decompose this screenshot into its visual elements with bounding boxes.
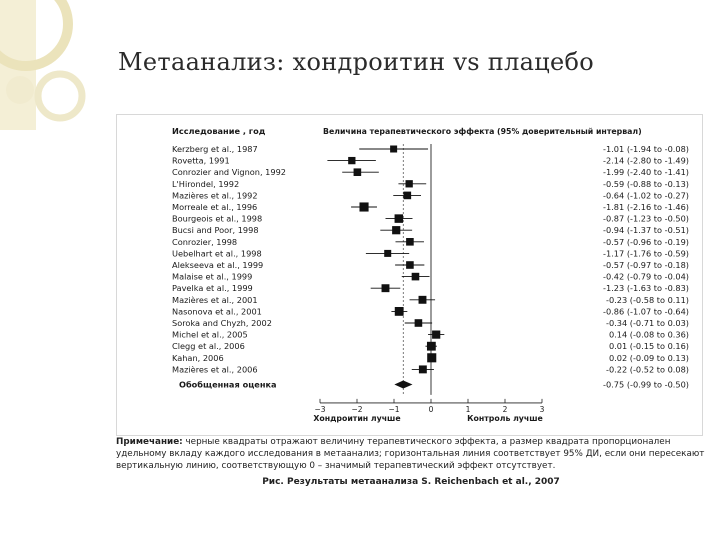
study-effect-marker: [354, 168, 362, 176]
study-ci-value: -0.57 (-0.97 to -0.18): [603, 260, 689, 270]
study-label: Kahan, 2006: [172, 352, 224, 363]
study-effect-marker: [359, 202, 368, 211]
study-label: Malaise et al., 1999: [172, 271, 253, 282]
study-effect-marker: [384, 250, 391, 257]
forest-plot: [117, 115, 702, 435]
study-ci-value: -1.81 (-2.16 to -1.46): [603, 202, 689, 212]
pooled-ci-value: -0.75 (-0.99 to -0.50): [603, 379, 689, 390]
study-ci-value: -0.86 (-1.07 to -0.64): [603, 306, 689, 317]
study-ci-value: 0.02 (-0.09 to 0.13): [608, 352, 689, 363]
study-effect-marker: [412, 273, 420, 281]
header-effect: Величина терапевтического эффекта (95% доверительный интервал): [323, 127, 642, 136]
study-ci-value: -1.01 (-1.94 to -0.08): [603, 144, 689, 154]
study-ci-value: -0.22 (-0.52 to 0.08): [605, 364, 689, 375]
study-effect-marker: [395, 307, 404, 316]
decorative-circles-icon: [0, 0, 130, 130]
study-label: Soroka and Chyzh, 2002: [172, 318, 272, 328]
note-label: Примечание:: [116, 437, 183, 447]
figure-caption: Рис. Результаты метаанализа S. Reichenbach et al., 2007: [262, 477, 560, 487]
study-effect-marker: [348, 157, 355, 164]
study-effect-marker: [419, 296, 427, 304]
study-effect-marker: [382, 284, 390, 292]
x-tick-label: 2: [502, 404, 508, 414]
study-label: Alekseeva et al., 1999: [172, 260, 264, 270]
study-label: Mazières et al., 2001: [172, 294, 258, 305]
study-label: Kerzberg et al., 1987: [172, 144, 258, 154]
study-label: Uebelhart et al., 1998: [172, 248, 262, 259]
study-ci-value: -1.23 (-1.63 to -0.83): [603, 283, 689, 294]
study-ci-value: -1.99 (-2.40 to -1.41): [603, 167, 689, 178]
study-ci-value: -1.17 (-1.76 to -0.59): [603, 248, 689, 259]
x-tick-label: 1: [465, 404, 471, 414]
study-effect-marker: [390, 146, 397, 153]
study-ci-value: -2.14 (-2.80 to -1.49): [603, 155, 689, 166]
study-effect-marker: [427, 353, 436, 362]
study-effect-marker: [432, 331, 440, 339]
x-tick-label: −2: [351, 404, 363, 414]
figure-note: [116, 436, 706, 472]
study-label: Rovetta, 1991: [172, 155, 230, 166]
note-text: черные квадраты отражают величину терапевтического эффекта, а размер квадрата пропорционален удельному вкладу каждого исследования в метаанализ; горизонтальная линия соответствует 95% ДИ, если они пересекают вертикальную линию, соответствующую 0 – значимый терапевтический эффект отсутствует.: [116, 437, 705, 471]
study-effect-marker: [406, 180, 413, 187]
study-ci-value: -0.64 (-1.02 to -0.27): [603, 190, 689, 201]
study-label: Bucsi and Poor, 1998: [172, 225, 259, 236]
study-effect-marker: [404, 192, 412, 200]
study-effect-marker: [419, 365, 427, 373]
pooled-label: Обобщенная оценка: [179, 379, 277, 390]
pooled-diamond: [394, 380, 412, 388]
x-label-right: Контроль лучше: [467, 413, 543, 423]
study-effect-marker: [415, 319, 423, 327]
study-label: Conrozier and Vignon, 1992: [172, 167, 287, 178]
study-ci-value: -0.34 (-0.71 to 0.03): [605, 318, 689, 328]
study-ci-value: -0.23 (-0.58 to 0.11): [605, 294, 689, 305]
study-label: Michel et al., 2005: [172, 329, 248, 340]
study-ci-value: -0.87 (-1.23 to -0.50): [603, 213, 689, 224]
study-label: Morreale et al., 1996: [172, 202, 258, 212]
study-label: Mazières et al., 2006: [172, 364, 258, 375]
study-label: Mazières et al., 1992: [172, 190, 258, 201]
study-label: Pavelka et al., 1999: [172, 283, 253, 294]
x-tick-label: 0: [428, 404, 434, 414]
study-label: Clegg et al., 2006: [172, 341, 245, 352]
study-ci-value: 0.14 (-0.08 to 0.36): [608, 329, 689, 340]
study-effect-marker: [406, 261, 414, 269]
study-effect-marker: [427, 342, 436, 351]
study-ci-value: -0.42 (-0.79 to -0.04): [603, 271, 689, 282]
x-label-left: Хондроитин лучше: [313, 413, 401, 423]
x-tick-label: 3: [539, 404, 545, 414]
x-tick-label: −1: [388, 404, 400, 414]
study-ci-value: -0.57 (-0.96 to -0.19): [603, 236, 689, 247]
header-study: Исследование , год: [172, 126, 266, 136]
x-tick-label: −3: [314, 404, 326, 414]
study-label: Bourgeois et al., 1998: [172, 213, 263, 224]
study-label: L'Hirondel, 1992: [172, 178, 240, 189]
study-effect-marker: [406, 238, 414, 246]
study-label: Nasonova et al., 2001: [172, 306, 262, 317]
study-ci-value: 0.01 (-0.15 to 0.16): [608, 341, 689, 352]
slide-title: Метаанализ: хондроитин vs плацебо: [118, 48, 594, 76]
study-ci-value: -0.59 (-0.88 to -0.13): [603, 178, 689, 189]
study-ci-value: -0.94 (-1.37 to -0.51): [603, 225, 689, 236]
study-effect-marker: [392, 226, 400, 234]
forest-plot-figure: [116, 114, 703, 436]
study-label: Conrozier, 1998: [172, 236, 238, 247]
study-effect-marker: [395, 214, 404, 223]
